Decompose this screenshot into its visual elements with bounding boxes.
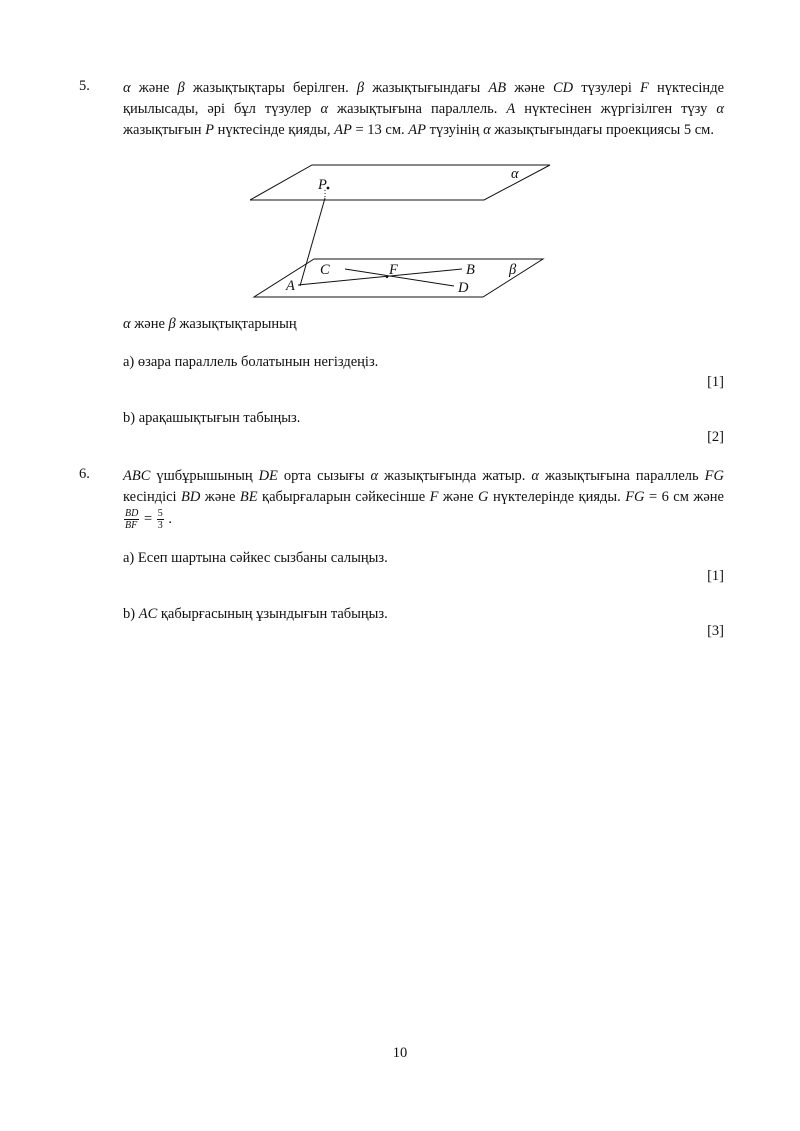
label-C: C [320,262,330,278]
plane-alpha [250,165,550,200]
problem-5-part-a: a) өзара параллель болатынын негіздеңіз. [123,354,379,370]
problem-5-number: 5. [79,78,90,94]
problem-5-question-intro: α және β жазықтықтарының [123,316,297,332]
problem-6-part-b: b) AC қабырғасының ұзындығын табыңыз. [123,606,388,622]
label-alpha: α [511,166,519,182]
problem-5-mark-b: [2] [707,429,724,445]
point-F [386,276,388,278]
problem-5-statement: α және β жазықтықтары берілген. β жазықтығындағы AB және CD түзулері F нүктесінде қиылысады, әрі бұл түзулер α жазықтығына параллель. A нүктесінен жүргізілген түзу α жазықтығын P нүктесінде қияды, AP = 13 см. AP түзуінің α жазықтығындағы проекциясы 5 см. [123,80,725,138]
page-number: 10 [392,1045,408,1061]
point-P [327,187,330,190]
label-P: P [318,177,327,193]
label-beta: β [509,262,517,278]
problem-6-mark-a: [1] [707,568,724,584]
problem-6-number: 6. [79,466,90,482]
label-D: D [458,280,469,296]
label-F: F [389,262,398,278]
problem-6-mark-b: [3] [707,623,724,639]
fraction-bd-bf: $\frac{BD}{BF}$ [125,508,139,531]
problem-5-mark-a: [1] [707,374,724,390]
fraction-5-3: $\frac{5}{3}$ [157,508,163,531]
problem-5-part-b: b) арақашықтығын табыңыз. [123,410,301,426]
problem-6-statement: ABC үшбұрышының DE орта сызығы α жазықтығында жатыр. α жазықтығына параллель FG кесіндісі BD және BE қабырғаларын сәйкесінше F және G нүктелерінде қияды. FG = 6 см және $\frac{BD}{BF}$ = $\frac{5}{3}$ . [123,468,724,531]
planes-figure [250,160,550,305]
label-A: A [286,278,295,294]
label-B: B [466,262,475,278]
plane-beta [254,259,543,297]
problem-6-part-a: a) Есеп шартына сәйкес сызбаны салыңыз. [123,550,388,566]
